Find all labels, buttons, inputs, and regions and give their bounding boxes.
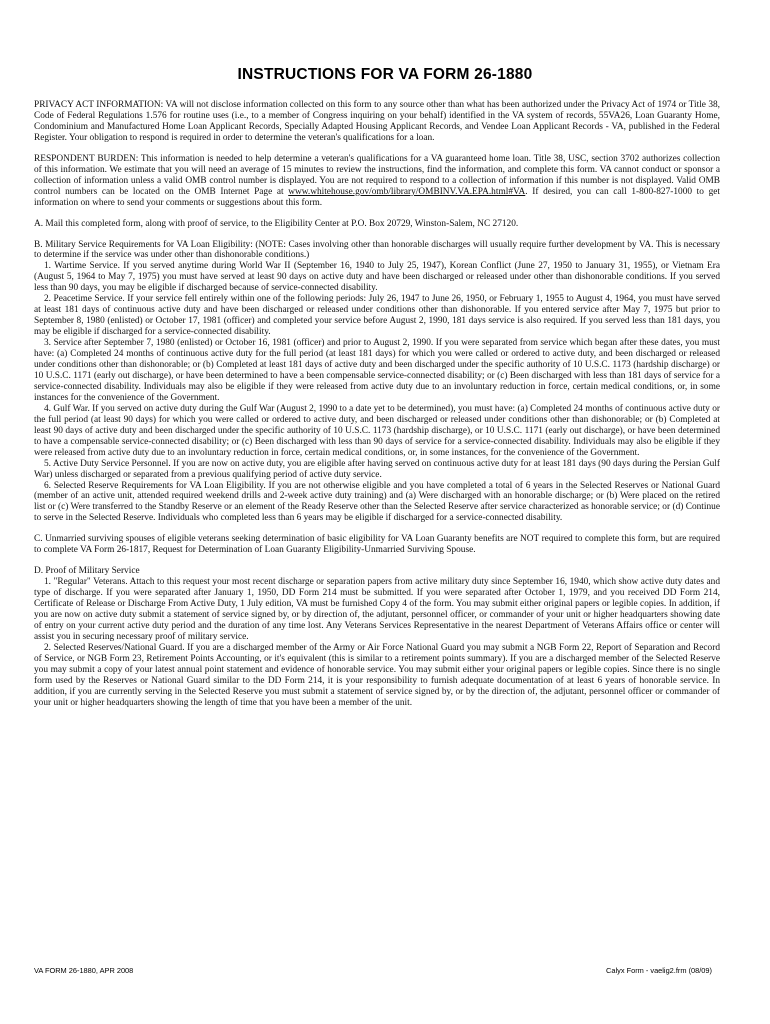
section-b2-peacetime: 2. Peacetime Service. If your service fell entirely within one of the following periods: July 26, 1947 to June 26, 1950, or February 1, 1955 to August 4, 1964, you must have served at least 181 days of continuous active duty and have been discharged or released under conditions other than dishonorable. If you entered service after May 7, 1975 but prior to September 8, 1980 (enlisted) or October 17, 1981 (officer) and completed your service before August 2, 1990, 181 days service is also required. If you served less than 181 days, you may be eligible if discharged for a service-connected disability. bbox=[34, 294, 720, 338]
page-title: INSTRUCTIONS FOR VA FORM 26-1880 bbox=[237, 66, 533, 83]
section-c-surviving-spouses: C. Unmarried surviving spouses of eligible veterans seeking determination of basic eligibility for VA Loan Guaranty benefits are NOT required to complete this form, but are required to complete VA Form 26-1817, Request for Determination of Loan Guaranty Eligibility-Unmarried Surviving Spouse. bbox=[34, 534, 720, 556]
section-a-mailing: A. Mail this completed form, along with proof of service, to the Eligibility Center at P.O. Box 20729, Winston-Salem, NC 27120. bbox=[34, 218, 519, 229]
instructions-body bbox=[34, 100, 720, 709]
section-d2-reserves-guard: 2. Selected Reserves/National Guard. If you are a discharged member of the Army or Air Force National Guard you may submit a NGB Form 22, Report of Separation and Record of Service, or NGB Form 23, Retirement Points Accounting, or it's equivalent (this is similar to a retirement points summary). If you are a discharged member of the Selected Reserve you may submit a copy of your latest annual point statement and evidence of honorable service. You may submit either your original papers or legible copies. Since there is no single form used by the Reserves or National Guard similar to the DD Form 214, it is your responsibility to furnish adequate documentation of at least 6 years of honorable service. In addition, if you are currently serving in the Selected Reserve you must submit a statement of service signed by, or by the direction of, the adjutant, personnel officer or commander of your unit or higher headquarters showing the length of time that you have been a member of the unit. bbox=[34, 642, 720, 708]
burden-text: RESPONDENT BURDEN: This information is needed to help determine a veteran's qualifications for a VA guaranteed home loan. Title 38, USC, section 3702 authorizes collection of this information. We estimate that you will need an average of 15 minutes to review the instructions, find the information, and complete this form. VA cannot conduct or sponsor a collection of information unless a valid OMB control number is displayed. You are not required to respond to a collection of information if this number is not displayed. Valid OMB control numbers can be located on the OMB Internet Page at bbox=[34, 153, 720, 197]
calyx-form-footer: Calyx Form - vaelig2.frm (08/09) bbox=[606, 966, 712, 975]
section-b-heading: B. Military Service Requirements for VA Loan Eligibility: (NOTE: Cases involving other than honorable discharges will usually require further development by VA. This is necessary to determine if the service was under other than dishonorable conditions.) bbox=[34, 239, 720, 261]
respondent-burden-paragraph bbox=[34, 154, 720, 209]
form-number-footer: VA FORM 26-1880, APR 2008 bbox=[34, 966, 134, 975]
privacy-act-paragraph: PRIVACY ACT INFORMATION: VA will not disclose information collected on this form to any source other than what has been authorized under the Privacy Act of 1974 or Title 38, Code of Federal Regulations 1.576 for routine uses (i.e., to a member of Congress inquiring on your behalf) identified in the VA system of records, 55VA26, Loan Guaranty Home, Condominium and Manufactured Home Loan Applicant Records, Specially Adapted Housing Applicant Records, and Vendee Loan Applicant Records - VA, published in the Federal Register. Your obligation to respond is required in order to determine the veteran's qualifications for a loan. bbox=[34, 100, 720, 143]
section-b3-service-after-1980: 3. Service after September 7, 1980 (enlisted) or October 16, 1981 (officer) and prior to August 2, 1990. If you were separated from service which began after these dates, you must have: (a) Completed 24 months of continuous active duty for the full period (at least 181 days) for which you were called or ordered to active duty, and been discharged or released under conditions other than dishonorable; or (b) Completed at least 181 days of active duty and been discharged under the specific authority of 10 U.S.C. 1173 (hardship discharge) or 10 U.S.C. 1171 (early out discharge), or have been determined to have a been compensable service-connected disability; or (c) Been discharged with less than 181 days of service for a service-connected disability. Individuals may also be eligible if they were released from active duty due to an involuntary reduction in force, certain medical conditions, or, in some instances for the convenience of the Government. bbox=[34, 338, 720, 403]
omb-link[interactable]: www.whitehouse.gov/omb/library/OMBINV.VA.EPA.html#VA bbox=[288, 186, 526, 197]
section-b4-gulf-war: 4. Gulf War. If you served on active duty during the Gulf War (August 2, 1990 to a date yet to be determined), you must have: (a) Completed 24 months of continuous active duty or the full period (at least 90 days) for which you were called or ordered to active duty, and been discharged or released under conditions other than dishonorable; or (b) Completed at least 90 days of active duty and been discharged under the specific authority of 10 U.S.C. 1173 (hardship discharge), or 10 U.S.C. 1171 (early out discharge), or have been determined to have a compensable service-connected disability; or (c) Been discharged with less than 90 days of service for a service-connected disability. Individuals may also be eligible if they were released from active duty due to an involuntary reduction in force, certain medical conditions, or, in some instances, for the convenience of the Government. bbox=[34, 403, 720, 458]
section-b1-wartime: 1. Wartime Service. If you served anytime during World War II (September 16, 1940 to July 25, 1947), Korean Conflict (June 27, 1950 to January 31, 1955), or Vietnam Era (August 5, 1964 to May 7, 1975) you must have served at least 90 days on active duty and have been discharged or released under other than dishonorable conditions. If you served less than 90 days, you may be eligible if discharged because of service-connected disability. bbox=[34, 261, 720, 294]
section-d-heading: D. Proof of Military Service bbox=[34, 566, 140, 577]
section-b6-selected-reserve: 6. Selected Reserve Requirements for VA Loan Eligibility. If you are not otherwise eligible and you have completed a total of 6 years in the Selected Reserves or National Guard (member of an active unit, attended required weekend drills and 2-week active duty training) and (a) Were discharged with an honorable discharge; or (b) Were placed on the retired list or (c) Were transferred to the Standby Reserve or an element of the Ready Reserve other than the Selected Reserve after service characterized as honorable service; or (d) Continue to serve in the Selected Reserve. Individuals who completed less than 6 years may be eligible if discharged for a service-connected disability. bbox=[34, 480, 720, 524]
burden-text-end: . If desired, you can call 1-800-827-1000 to get information on where to send your comments or suggestions about this form. bbox=[34, 186, 720, 208]
section-d1-regular-veterans: 1. "Regular" Veterans. Attach to this request your most recent discharge or separation papers from active military duty since September 16, 1940, which show active duty dates and type of discharge. If you were separated after January 1, 1950, DD Form 214 must be submitted. If you were separated after October 1, 1979, and you received DD Form 214, Certificate of Release or Discharge From Active Duty, 1 July edition, VA must be furnished Copy 4 of the form. You may submit either original papers or legible copies. In addition, if you are now on active duty submit a statement of service signed by, or by direction of, the adjutant, personnel officer, or commander of your unit or higher headquarters showing date of entry on your current active duty period and the duration of any time lost. Any Veterans Services Representative in the nearest Department of Veterans Affairs office or center will assist you in securing necessary proof of military service. bbox=[34, 577, 720, 642]
section-b5-active-duty: 5. Active Duty Service Personnel. If you are now on active duty, you are eligible after having served on continuous active duty for at least 181 days (90 days during the Persian Gulf War) unless discharged or separated from a previous qualifying period of active duty service. bbox=[34, 458, 720, 480]
